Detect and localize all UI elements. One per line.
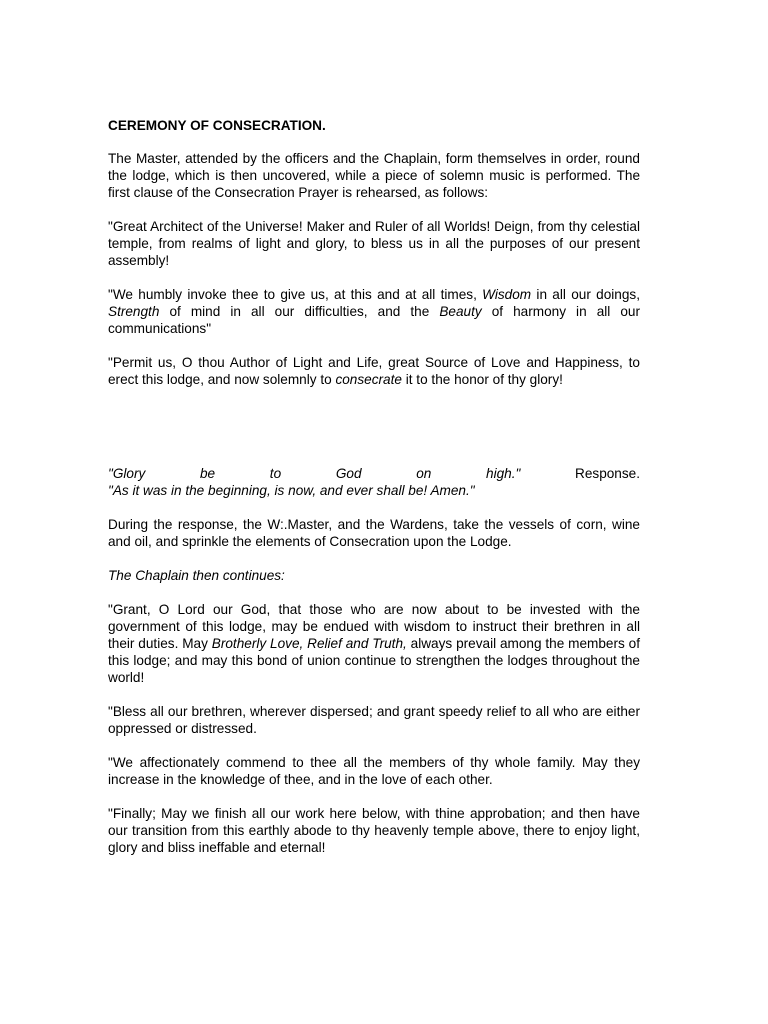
paragraph-chaplain-continues	[108, 567, 640, 584]
response-line-1	[108, 465, 640, 482]
paragraph-during-response: During the response, the W:.Master, and the Wardens, take the vessels of corn, wine and oil, and sprinkle the elements of Consecration upon the Lodge.	[108, 517, 640, 549]
paragraph-commend-family: "We affectionately commend to thee all the members of thy whole family. May they increase in the knowledge of thee, and in the love of each other.	[108, 755, 640, 787]
response-label: Response.	[520, 466, 641, 481]
text-segment: it to the honor of thy glory!	[401, 372, 563, 387]
document-heading: CEREMONY OF CONSECRATION.	[108, 118, 326, 133]
emphasis-beauty: Beauty	[439, 304, 482, 319]
emphasis-strength: Strength	[108, 304, 160, 319]
text-segment: "We humbly invoke thee to give us, at this and at all times,	[108, 287, 483, 302]
paragraph-prayer-invocation: "Great Architect of the Universe! Maker and Ruler of all Worlds! Deign, from thy celestial temple, from realms of light and glory, to bless us in all the purposes of our present assembly!	[108, 219, 640, 268]
text-segment: in all our doings,	[531, 287, 640, 302]
paragraph-wisdom-strength-beauty	[108, 286, 640, 337]
text-segment: of mind in all our difficulties, and the	[159, 304, 440, 319]
response-amen-text: "As it was in the beginning, is now, and ever shall be! Amen."	[108, 483, 475, 498]
document-page	[108, 117, 640, 873]
response-glory-text: "Glory be to God on high."	[108, 466, 521, 481]
emphasis-brotherly-love: Brotherly Love, Relief and Truth,	[211, 636, 407, 651]
text-segment: of harmony in all our communications"	[108, 304, 640, 336]
emphasis-wisdom: Wisdom	[482, 287, 532, 302]
text-segment: "Grant, O Lord our God, that those who are now about to be invested with the government of this lodge, may be endued with wisdom to instruct their brethren in all their duties. May	[108, 602, 640, 651]
paragraph-bless-brethren: "Bless all our brethren, wherever dispersed; and grant speedy relief to all who are either oppressed or distressed.	[108, 704, 640, 736]
paragraph-response	[108, 465, 640, 499]
paragraph-grant-o-lord	[108, 601, 640, 686]
paragraph-permit-us	[108, 354, 640, 388]
chaplain-continues-text: The Chaplain then continues:	[108, 568, 285, 583]
response-line-2	[108, 482, 640, 499]
paragraph-intro: The Master, attended by the officers and the Chaplain, form themselves in order, round the lodge, which is then uncovered, while a piece of solemn music is performed. The first clause of the Consecration Prayer is rehearsed, as follows:	[108, 151, 640, 200]
text-segment: always prevail among the members of this lodge; and may this bond of union continue to strengthen the lodges throughout the world!	[108, 636, 641, 685]
text-segment: "Permit us, O thou Author of Light and Life, great Source of Love and Happiness, to erect this lodge, and now solemnly to	[108, 355, 640, 387]
blank-gap	[108, 405, 640, 465]
paragraph-finally: "Finally; May we finish all our work here below, with thine approbation; and then have our transition from this earthly abode to thy heavenly temple above, there to enjoy light, glory and bliss ineffable and eternal!	[108, 806, 640, 855]
emphasis-consecrate: consecrate	[335, 372, 402, 387]
